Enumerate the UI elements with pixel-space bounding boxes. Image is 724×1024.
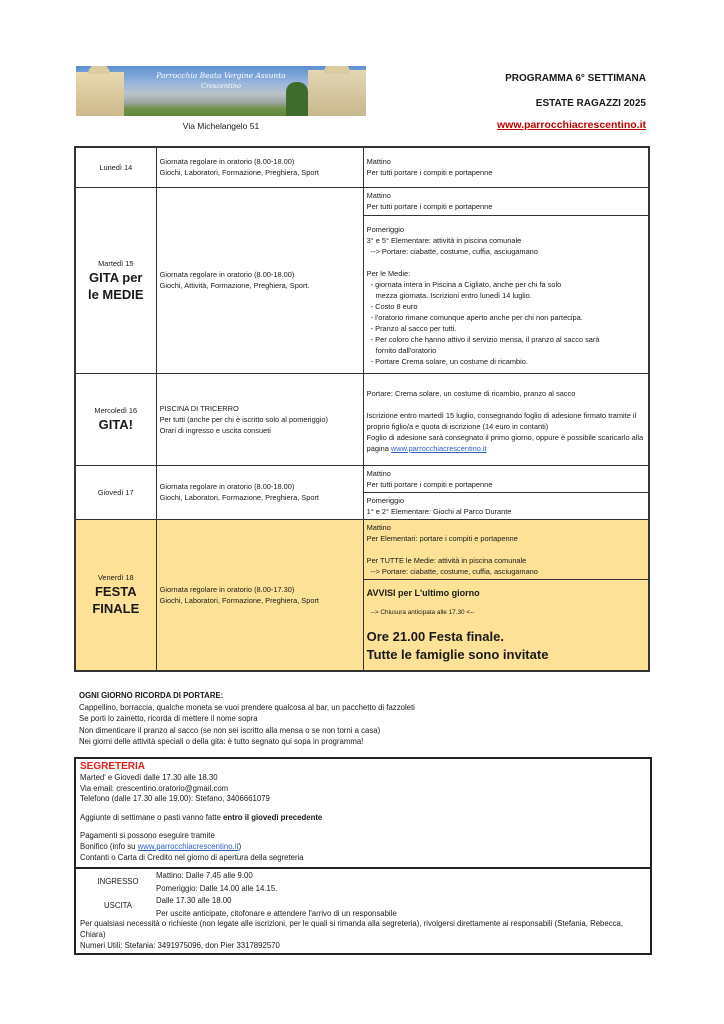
day-cell — [75, 465, 156, 519]
segreteria-phone: Telefono (dalle 17.30 alle 19.00): Stefano, 3406661079 — [80, 794, 270, 804]
schedule-row-wednesday — [75, 373, 649, 465]
activity-line: Giornata regolare in oratorio (8.00-18.00) — [159, 270, 295, 279]
activity-line: Per tutti (anche per chi è iscritto solo al pomeriggio) — [159, 414, 328, 424]
note-line — [367, 432, 645, 454]
day-highlight: GITA per le MEDIE — [87, 269, 144, 302]
notes-cell-avvisi — [363, 579, 649, 671]
schedule-row-thursday — [75, 465, 649, 492]
hours-section — [76, 869, 650, 953]
ingresso-afternoon: Pomeriggio: Dalle 14.00 alle 14.15. — [156, 883, 278, 893]
activities-cell — [156, 187, 363, 373]
notes-cell-afternoon — [363, 215, 649, 373]
note-line: Per TUTTE le Medie: attività in piscina comunale — [366, 555, 527, 565]
additions-text: Aggiunte di settimane o pasti vanno fatte — [80, 812, 224, 822]
cash-line: Contanti o Carta di Credito nel giorno di apertura della segreteria — [80, 852, 304, 862]
note-line: Portare: Crema solare, un costume di ricambio, pranzo al sacco — [366, 388, 576, 398]
website-link[interactable]: www.parrocchiacrescentino.it — [390, 443, 487, 453]
note-line: 1° e 2° Elementare: Giochi al Parco Durante — [366, 506, 512, 516]
segreteria-hours: Marted' e Giovedì dalle 17.30 alle 18.30 — [80, 773, 218, 782]
banner-subtitle: Crescentino — [201, 82, 241, 90]
reminder-line: Se porti lo zainetto, ricorda di mettere il nome sopra — [79, 714, 258, 723]
reminder-line: Non dimenticare il pranzo al sacco (se non sei iscritto alla mensa o se non torni a casa) — [79, 725, 381, 735]
note-line: - Pranzo al sacco per tutti. — [370, 324, 457, 333]
website-link[interactable]: www.parrocchiacrescentino.it — [137, 841, 239, 851]
note-line: --> Portare: ciabatte, costume, cuffia, asciugamano — [370, 566, 538, 576]
daily-reminder-title: OGNI GIORNO RICORDA DI PORTARE: — [79, 691, 224, 700]
parish-banner-image — [76, 66, 366, 116]
notes-cell — [363, 147, 649, 187]
note-text: Foglio di adesione sarà consegnato il primo giorno, oppure è possibile scaricarlo alla pagina — [366, 432, 644, 453]
final-party-line: Tutte le famiglie sono invitate — [366, 646, 549, 662]
bonifico-text: Bonifico (info su — [80, 841, 138, 851]
website-link[interactable]: www.parrocchiacrescentino.it — [497, 119, 646, 131]
reminder-line: Cappellino, borraccia, qualche moneta se vuoi prendere qualcosa al bar, un pacchetto di fazzoleti — [79, 702, 415, 712]
note-line: mezza giornata. Iscrizioni entro lunedì 14 luglio. — [375, 291, 532, 300]
note-line: Per tutti portare i compiti e portapenne — [366, 202, 493, 211]
schedule-row-monday — [75, 147, 649, 187]
schedule-row-friday — [75, 519, 649, 579]
activity-line: Giornata regolare in oratorio (8.00-18.00) — [159, 157, 295, 167]
note-line: - Portare Crema solare, un costume di ricambio. — [370, 357, 528, 366]
note-title: Mattino — [366, 468, 391, 478]
activity-line: Giochi, Laboratori, Formazione, Preghiera, Sport — [159, 168, 319, 178]
info-box — [74, 757, 652, 955]
address: Via Michelangelo 51 — [182, 121, 260, 131]
note-line: --> Portare: ciabatte, costume, cuffia, asciugamano — [370, 247, 538, 256]
note-line: - l'oratorio rimane comunque aperto anche per chi non partecipa. — [370, 313, 583, 322]
payments-title: Pagamenti si possono eseguire tramite — [80, 831, 215, 841]
ingresso-label: INGRESSO — [97, 877, 139, 887]
notes-cell-morning — [363, 519, 649, 579]
note-title: Pomeriggio — [366, 495, 405, 505]
avvisi-title: AVVISI per L'ultimo giorno — [366, 587, 480, 598]
note-line: - giornata intera in Piscina a Cigliato, anche per chi fa solo — [370, 280, 562, 289]
uscita-label: USCITA — [103, 901, 132, 911]
bonifico-suffix: ) — [238, 841, 242, 851]
additions-note — [80, 813, 644, 824]
notes-cell-morning — [363, 465, 649, 492]
program-title: PROGRAMMA 6° SETTIMANA — [505, 73, 646, 84]
note-line: fornito dall'oratorio — [375, 346, 437, 355]
note-line: - Per coloro che hanno attivo il servizio mensa, il pranzo al sacco sarà — [370, 335, 600, 344]
note-line: Iscrizione entro martedì 15 luglio, consegnando foglio di adesione firmato tramite il proprio figlio/a e quota di iscrizione (14 euro in contanti) — [366, 410, 637, 431]
note-line: 3° e 5° Elementare: attività in piscina comunale — [366, 236, 522, 245]
event-title: ESTATE RAGAZZI 2025 — [535, 98, 646, 109]
schedule-row-tuesday — [75, 187, 649, 215]
hours-grid — [80, 871, 646, 919]
activity-line: Giochi, Laboratori, Formazione, Preghiera, Sport — [159, 493, 319, 502]
day-cell — [75, 147, 156, 187]
day-highlight: FINALE — [92, 601, 140, 617]
day-cell — [75, 187, 156, 373]
activity-line: Giornata regolare in oratorio (8.00-18.00) — [159, 482, 295, 491]
note-title: Mattino — [366, 191, 391, 200]
final-party-line: Ore 21.00 Festa finale. — [366, 628, 504, 644]
segreteria-email: Via email: crescentino.oratorio@gmail.com — [80, 783, 229, 793]
ingresso-morning: Mattino: Dalle 7.45 alle 9.00 — [156, 871, 253, 880]
bonifico-line — [80, 842, 644, 853]
day-name: Martedì 15 — [98, 258, 134, 268]
note-line: Per tutti portare i compiti e portapenne — [366, 479, 493, 489]
note-title: Mattino — [366, 157, 391, 167]
activity-line: Giornata regolare in oratorio (8.00-17.30) — [159, 584, 295, 594]
activity-line: Orari di ingresso e uscita consueti — [159, 425, 271, 435]
banner-title: Parrocchia Beata Vergine Assunta — [156, 71, 286, 80]
activity-line: PISCINA DI TRICERRO — [159, 403, 239, 413]
activities-cell — [156, 147, 363, 187]
activity-line: Giochi, Laboratori, Formazione, Preghiera, Sport — [159, 595, 319, 605]
notes-cell-afternoon — [363, 492, 649, 519]
note-title: Per le Medie: — [366, 269, 411, 278]
note-line: Per Elementari: portare i compiti e portapenne — [366, 533, 518, 543]
day-highlight: GITA! — [98, 417, 133, 432]
notes-cell-morning — [363, 187, 649, 215]
segreteria-section — [76, 759, 650, 869]
weekly-schedule-table — [74, 146, 650, 672]
useful-numbers: Numeri Utili: Stefania: 3491975096, don Pier 3317892570 — [80, 940, 280, 950]
day-name: Lunedì 14 — [99, 162, 133, 172]
activities-cell — [156, 519, 363, 671]
segreteria-title: SEGRETERIA — [80, 761, 146, 772]
day-cell — [75, 519, 156, 671]
day-name: Mercoledì 16 — [94, 406, 138, 415]
needs-note: Per qualsiasi necessità o richieste (non legate alle iscrizioni, per le quali si rimanda alla segreteria), rivolgersi direttamente ai responsabili (Stefania, Rebecca, Chiara) — [80, 919, 624, 939]
day-cell — [75, 373, 156, 465]
day-name: Venerdì 18 — [97, 573, 134, 583]
activities-cell — [156, 465, 363, 519]
day-name: Giovedì 17 — [97, 487, 134, 497]
note-line: - Costo 8 euro — [370, 302, 418, 311]
additions-deadline: entro il giovedì precedente — [223, 812, 323, 822]
activity-line: Giochi, Attività, Formazione, Preghiera, Sport. — [159, 281, 310, 290]
daily-reminder — [79, 690, 415, 748]
notes-cell — [363, 373, 649, 465]
uscita-time: Dalle 17.30 alle 18.00 — [156, 896, 232, 906]
reminder-line: Nei giorni delle attività speciali o della gita: è tutto segnato qui sopa in programma! — [79, 737, 364, 746]
note-title: Pomeriggio — [366, 225, 405, 234]
note-title: Mattino — [366, 522, 391, 532]
day-highlight: FESTA — [94, 584, 137, 600]
activities-cell — [156, 373, 363, 465]
avvisi-note: --> Chiusura anticipata alle 17.30 <-- — [370, 608, 475, 616]
uscita-note: Per uscite anticipate, citofonare e attendere l'arrivo di un responsabile — [156, 908, 397, 918]
note-line: Per tutti portare i compiti e portapenne — [366, 168, 493, 178]
